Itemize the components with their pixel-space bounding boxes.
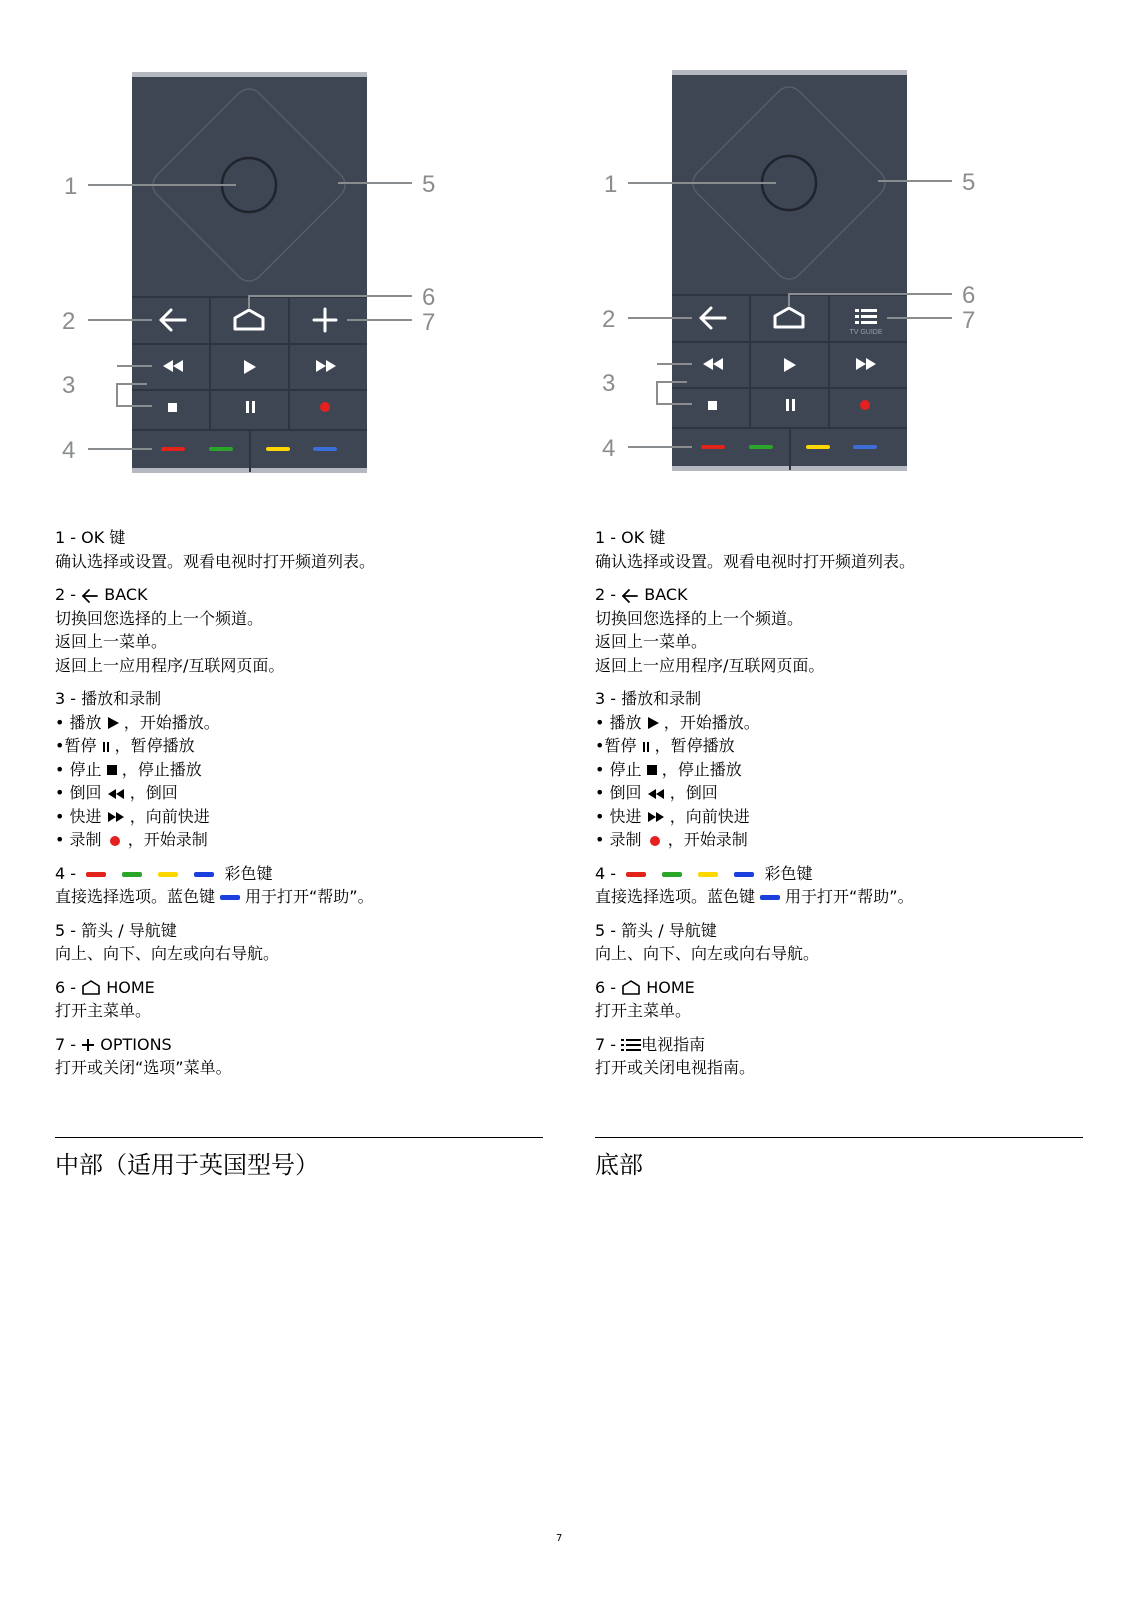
item-color-keys [595, 862, 1085, 909]
item-ok [55, 526, 545, 573]
item-text: 切换回您选择的上一个频道。 [55, 608, 264, 628]
play-icon [107, 717, 119, 729]
bullet-play: • 播放 ，开始播放。 [595, 712, 760, 732]
item-title: 3 - 播放和录制 [55, 689, 162, 708]
item-color-keys [55, 862, 545, 909]
item-playback [595, 687, 1085, 852]
item-number: 7 - [595, 1034, 617, 1054]
blue-key-icon [220, 895, 240, 900]
item-number: 7 - [55, 1034, 77, 1054]
key-description-list [55, 526, 545, 1090]
callout-1: 1 [64, 173, 78, 200]
item-text: 打开或关闭“选项”菜单。 [55, 1058, 232, 1077]
blue-key-icon [734, 872, 754, 877]
bullet-record: • 录制 ，开始录制 [595, 830, 748, 849]
tv-guide-icon [855, 309, 877, 324]
item-text: 打开主菜单。 [595, 1001, 692, 1020]
callout-3: 3 [62, 372, 76, 399]
item-title: 3 - 播放和录制 [595, 689, 702, 708]
remote-diagram-options [55, 72, 475, 484]
item-number: 4 - [595, 863, 617, 883]
record-icon [860, 400, 870, 410]
back-arrow-icon [81, 588, 99, 604]
item-text: 打开或关闭电视指南。 [595, 1058, 756, 1077]
item-text: 返回上一应用程序/互联网页面。 [595, 655, 825, 675]
item-title: 彩色键 [224, 863, 273, 883]
item-back [595, 583, 1085, 677]
bullet-stop: • 停止 ，停止播放 [55, 759, 202, 779]
item-title-row [55, 976, 545, 1000]
blue-key-icon [760, 895, 780, 900]
red-key-icon [626, 872, 646, 877]
fast-forward-icon [107, 812, 125, 822]
item-title: HOME [646, 977, 695, 997]
item-playback [55, 687, 545, 852]
item-title-row [55, 583, 545, 607]
item-text: 向上、向下、向左或向右导航。 [55, 944, 280, 963]
item-title: 5 - 箭头 / 导航键 [595, 920, 717, 940]
rewind-icon [647, 789, 665, 799]
item-title: 彩色键 [764, 863, 813, 883]
item-home [595, 976, 1085, 1023]
green-key-icon [122, 872, 142, 877]
fast-forward-icon [647, 812, 665, 822]
item-ok [595, 526, 1085, 573]
callout-2: 2 [62, 308, 76, 335]
stop-icon [647, 765, 657, 775]
item-title-row [595, 583, 1085, 607]
item-tv-guide [595, 1033, 1085, 1080]
bullet-fast-forward: • 快进 ，向前快进 [55, 806, 210, 826]
item-text: 确认选择或设置。观看电视时打开频道列表。 [595, 551, 916, 571]
blue-key-icon [194, 872, 214, 877]
section-divider-left [55, 1137, 543, 1138]
item-title-row [595, 1033, 1085, 1057]
tv-guide-icon [621, 1038, 641, 1052]
callout-5: 5 [422, 171, 436, 198]
home-icon [81, 980, 101, 996]
item-text-row: 直接选择选项。蓝色键 用于打开“帮助”。 [55, 887, 374, 906]
callout-7: 7 [422, 309, 436, 336]
yellow-key-icon [158, 872, 178, 877]
bullet-play: • 播放 ，开始播放。 [55, 712, 220, 732]
callout-3: 3 [602, 370, 616, 397]
item-number: 4 - [55, 863, 77, 883]
rewind-icon [107, 789, 125, 799]
item-title: OPTIONS [100, 1034, 172, 1054]
bullet-pause: •暂停 ，暂停播放 [55, 736, 195, 755]
record-icon [110, 836, 120, 846]
item-navigation [55, 919, 545, 966]
callout-4: 4 [62, 437, 76, 464]
green-key-icon [662, 872, 682, 877]
stop-icon [107, 765, 117, 775]
item-title-row [595, 862, 1085, 886]
bullet-rewind: • 倒回 ，倒回 [55, 783, 178, 802]
play-icon [647, 717, 659, 729]
item-title-row [55, 862, 545, 886]
red-key-icon [86, 872, 106, 877]
item-text: 向上、向下、向左或向右导航。 [595, 944, 820, 963]
record-icon [320, 402, 330, 412]
item-text: 确认选择或设置。观看电视时打开频道列表。 [55, 551, 376, 571]
callout-2: 2 [602, 306, 616, 333]
section-heading-middle: 中部（适用于英国型号） [55, 1151, 319, 1179]
page-number: 7 [556, 1533, 563, 1544]
item-title: 5 - 箭头 / 导航键 [55, 920, 177, 940]
item-text: 切换回您选择的上一个频道。 [595, 608, 804, 628]
callout-6: 6 [962, 282, 976, 309]
pause-icon [642, 742, 650, 752]
remote-diagram-tv-guide [595, 70, 1015, 482]
bullet-stop: • 停止 ，停止播放 [595, 759, 742, 779]
item-text: 返回上一菜单。 [595, 632, 708, 651]
item-options [55, 1033, 545, 1080]
bullet-record: • 录制 ，开始录制 [55, 830, 208, 849]
item-title: 电视指南 [641, 1034, 706, 1054]
stop-icon [708, 401, 717, 410]
item-number: 2 - [55, 585, 77, 604]
item-number: 6 - [55, 977, 77, 997]
item-home [55, 976, 545, 1023]
item-back [55, 583, 545, 677]
back-arrow-icon [621, 588, 639, 604]
item-number: 6 - [595, 977, 617, 997]
stop-icon [168, 403, 177, 412]
callout-4: 4 [602, 435, 616, 462]
callout-7: 7 [962, 307, 976, 334]
item-title: HOME [106, 977, 155, 997]
item-navigation [595, 919, 1085, 966]
callout-6: 6 [422, 284, 436, 311]
item-title: BACK [644, 585, 688, 604]
item-text: 打开主菜单。 [55, 1001, 152, 1020]
pause-icon [102, 742, 110, 752]
section-divider-right [595, 1137, 1083, 1138]
home-icon [621, 980, 641, 996]
item-text: 返回上一菜单。 [55, 632, 168, 651]
key-description-list [595, 526, 1085, 1090]
item-number: 2 - [595, 585, 617, 604]
callout-5: 5 [962, 169, 976, 196]
section-heading-bottom: 底部 [595, 1151, 643, 1179]
item-title: BACK [104, 585, 148, 604]
item-title: 1 - OK 键 [55, 528, 126, 547]
bullet-rewind: • 倒回 ，倒回 [595, 783, 718, 802]
plus-icon [81, 1038, 95, 1052]
record-icon [650, 836, 660, 846]
bullet-fast-forward: • 快进 ，向前快进 [595, 806, 750, 826]
item-text-row: 直接选择选项。蓝色键 用于打开“帮助”。 [595, 887, 914, 906]
bullet-pause: •暂停 ，暂停播放 [595, 736, 735, 755]
tv-guide-label: TV GUIDE [849, 329, 883, 336]
yellow-key-icon [698, 872, 718, 877]
item-title-row [595, 976, 1085, 1000]
item-title-row [55, 1033, 545, 1057]
item-title: 1 - OK 键 [595, 528, 666, 547]
callout-1: 1 [604, 171, 618, 198]
item-text: 返回上一应用程序/互联网页面。 [55, 655, 285, 675]
